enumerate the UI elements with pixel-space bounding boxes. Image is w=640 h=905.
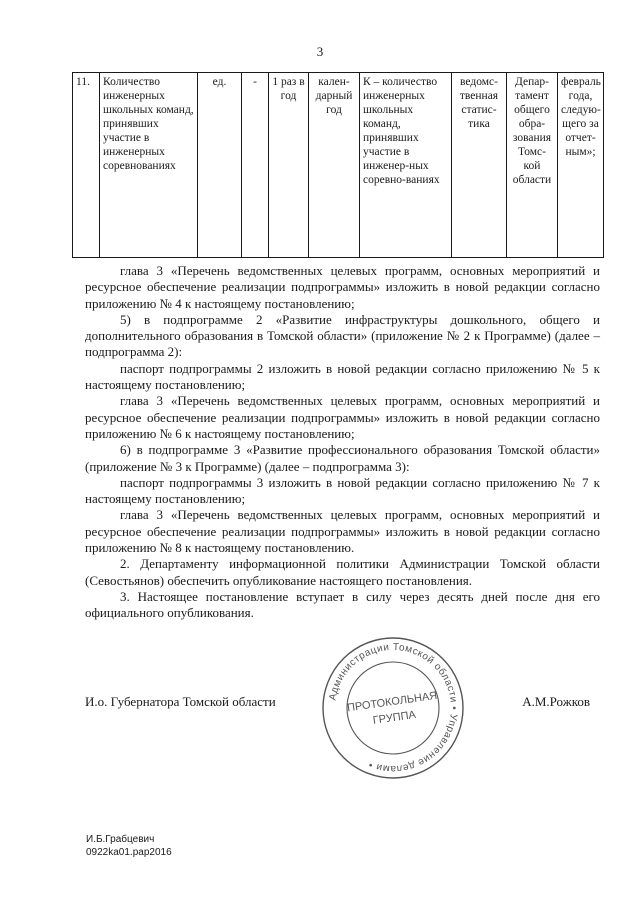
stamp-center-line1: ПРОТОКОЛЬНАЯ bbox=[346, 689, 438, 715]
deadline: февраль года, следую-щего за отчет-ным»; bbox=[558, 73, 604, 258]
paragraph: 3. Настоящее постановление вступает в силу через десять дней после дня его официального опубликования. bbox=[85, 588, 600, 621]
footer bbox=[86, 833, 172, 859]
body-text bbox=[85, 263, 600, 622]
signer-name: А.М.Рожков bbox=[522, 694, 590, 709]
responsible: Депар-тамент общего обра-зования Томс-кой области bbox=[507, 73, 558, 258]
period: кален-дарный год bbox=[309, 73, 360, 258]
footer-file: 0922ka01.pap2016 bbox=[86, 847, 172, 858]
frequency: 1 раз в год bbox=[269, 73, 309, 258]
unit: ед. bbox=[198, 73, 242, 258]
page-number: 3 bbox=[316, 44, 324, 59]
indicator-name: Количество инженерных школьных команд, принявших участие в инженерных соревнованиях bbox=[100, 73, 198, 258]
paragraph: глава 3 «Перечень ведомственных целевых программ, основных мероприятий и ресурсное обеспечение реализации подпрограммы» изложить в новой редакции согласно приложению № 4 к настоящему постановлению; bbox=[85, 263, 600, 311]
paragraph: 6) в подпрограмме 3 «Развитие профессионального образования Томской области» (приложение № 3 к Программе) (далее – подпрограмма 3): bbox=[85, 442, 600, 474]
formula: К – количество инженерных школьных команд, принявших участие в инженер-ных соревно-ваниях bbox=[360, 73, 452, 258]
stamp-center-line2: ГРУППА bbox=[372, 708, 417, 727]
dash: - bbox=[242, 73, 269, 258]
paragraph: паспорт подпрограммы 2 изложить в новой редакции согласно приложению № 5 к настоящему постановлению; bbox=[85, 360, 600, 393]
paragraph: 2. Департаменту информационной политики Администрации Томской области (Севостьянов) обеспечить опубликование настоящего постановления. bbox=[85, 556, 600, 588]
paragraph: глава 3 «Перечень ведомственных целевых программ, основных мероприятий и ресурсное обеспечение реализации подпрограммы» изложить в новой редакции согласно приложению № 6 к настоящему постановлению; bbox=[85, 393, 600, 441]
indicator-table bbox=[72, 72, 604, 258]
protocol-stamp bbox=[318, 633, 468, 783]
source: ведомс-твенная статис-тика bbox=[452, 73, 507, 258]
paragraph: глава 3 «Перечень ведомственных целевых программ, основных мероприятий и ресурсное обеспечение реализации подпрограммы» изложить в новой редакции согласно приложению № 8 к настоящему постановлению. bbox=[85, 507, 600, 556]
table-row bbox=[73, 73, 604, 258]
row-number: 11. bbox=[73, 73, 100, 258]
paragraph: 5) в подпрограмме 2 «Развитие инфраструктуры дошкольного, общего и дополнительного образования в Томской области» (приложение № 2 к Программе) (далее – подпрограмма 2): bbox=[85, 311, 600, 360]
paragraph: паспорт подпрограммы 3 изложить в новой редакции согласно приложению № 7 к настоящему постановлению; bbox=[85, 474, 600, 507]
signer-title: И.о. Губернатора Томской области bbox=[85, 694, 276, 709]
stamp-ring-text: Администрации Томской области • Управление делами • bbox=[327, 641, 460, 775]
footer-author: И.Б.Грабцевич bbox=[86, 834, 155, 845]
